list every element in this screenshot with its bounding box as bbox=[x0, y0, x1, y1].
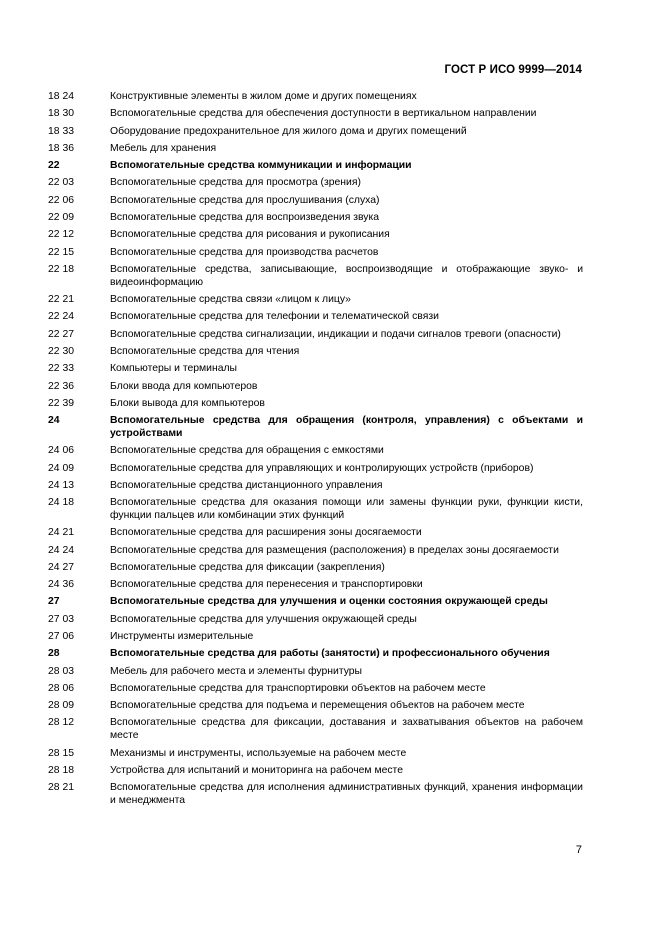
item-text: Вспомогательные средства для просмотра (зрения) bbox=[110, 177, 361, 189]
list-item bbox=[48, 717, 583, 747]
item-text: Вспомогательные средства для подъема и перемещения объектов на рабочем месте bbox=[110, 700, 525, 712]
item-text: Механизмы и инструменты, используемые на рабочем месте bbox=[110, 747, 407, 759]
item-text: Вспомогательные средства для прослушивания (слуха) bbox=[110, 194, 380, 206]
item-code: 24 24 bbox=[48, 544, 75, 556]
classification-list bbox=[48, 91, 583, 812]
item-text: Вспомогательные средства для производства расчетов bbox=[110, 246, 379, 258]
item-text: Вспомогательные средства для расширения зоны досягаемости bbox=[110, 527, 422, 539]
item-code: 28 15 bbox=[48, 747, 75, 759]
item-code: 18 33 bbox=[48, 125, 75, 137]
item-text: Оборудование предохранительное для жилого дома и других помещений bbox=[110, 125, 467, 137]
item-code: 28 21 bbox=[48, 782, 75, 794]
item-code: 28 03 bbox=[48, 665, 75, 677]
list-item bbox=[48, 195, 583, 212]
class-heading bbox=[48, 648, 583, 665]
item-code: 22 21 bbox=[48, 294, 75, 306]
item-text: Вспомогательные средства для перенесения и транспортировки bbox=[110, 579, 423, 591]
class-heading bbox=[48, 415, 583, 445]
item-code: 22 33 bbox=[48, 363, 75, 375]
item-text: Вспомогательные средства для фиксации, доставания и захватывания объектов на рабочем месте bbox=[110, 717, 583, 742]
list-item bbox=[48, 398, 583, 415]
item-text: Вспомогательные средства для управляющих и контролирующих устройств (приборов) bbox=[110, 462, 534, 474]
item-code: 22 18 bbox=[48, 263, 75, 275]
list-item bbox=[48, 480, 583, 497]
item-text: Вспомогательные средства для рисования и рукописания bbox=[110, 229, 390, 241]
item-text: Вспомогательные средства для исполнения административных функций, хранения информации и менеджмента bbox=[110, 782, 583, 806]
item-text: Вспомогательные средства для транспортировки объектов на рабочем месте bbox=[110, 682, 486, 694]
class-title: Вспомогательные средства для работы (занятости) и профессионального обучения bbox=[110, 648, 550, 660]
class-heading bbox=[48, 596, 583, 613]
list-item bbox=[48, 445, 583, 462]
item-text: Блоки вывода для компьютеров bbox=[110, 397, 265, 409]
list-item bbox=[48, 329, 583, 346]
item-code: 22 15 bbox=[48, 246, 75, 258]
item-code: 22 30 bbox=[48, 345, 75, 357]
item-code: 24 27 bbox=[48, 561, 75, 573]
item-text: Вспомогательные средства для воспроизведения звука bbox=[110, 212, 380, 224]
list-item bbox=[48, 782, 583, 812]
list-item bbox=[48, 177, 583, 194]
item-text: Конструктивные элементы в жилом доме и других помещениях bbox=[110, 91, 417, 102]
item-text: Вспомогательные средства дистанционного управления bbox=[110, 479, 383, 491]
item-code: 22 24 bbox=[48, 311, 75, 323]
list-item bbox=[48, 346, 583, 363]
item-code: 18 24 bbox=[48, 91, 75, 102]
item-text: Мебель для хранения bbox=[110, 142, 217, 154]
item-code: 28 09 bbox=[48, 700, 75, 712]
class-heading bbox=[48, 160, 583, 177]
item-text: Мебель для рабочего места и элементы фурнитуры bbox=[110, 665, 363, 677]
list-item bbox=[48, 381, 583, 398]
item-code: 24 36 bbox=[48, 579, 75, 591]
list-item bbox=[48, 143, 583, 160]
item-text: Вспомогательные средства, записывающие, воспроизводящие и отображающие звуко- и видеоинформацию bbox=[110, 263, 583, 288]
item-text: Вспомогательные средства для обеспечения доступности в вертикальном направлении bbox=[110, 108, 537, 120]
item-code: 24 09 bbox=[48, 462, 75, 474]
item-code: 22 06 bbox=[48, 194, 75, 206]
list-item bbox=[48, 497, 583, 527]
list-item bbox=[48, 614, 583, 631]
item-code: 24 06 bbox=[48, 445, 75, 457]
item-text: Вспомогательные средства для улучшения окружающей среды bbox=[110, 613, 417, 625]
item-code: 22 12 bbox=[48, 229, 75, 241]
item-text: Вспомогательные средства для чтения bbox=[110, 345, 300, 357]
list-item bbox=[48, 527, 583, 544]
item-code: 28 12 bbox=[48, 717, 75, 729]
list-item bbox=[48, 264, 583, 294]
item-code: 22 39 bbox=[48, 397, 75, 409]
document-standard-header: ГОСТ Р ИСО 9999—2014 bbox=[444, 64, 582, 76]
list-item bbox=[48, 212, 583, 229]
item-text: Вспомогательные средства для размещения (расположения) в пределах зоны досягаемости bbox=[110, 544, 559, 556]
item-code: 28 18 bbox=[48, 764, 75, 776]
class-title: Вспомогательные средства для улучшения и оценки состояния окружающей среды bbox=[110, 596, 548, 608]
list-item bbox=[48, 311, 583, 328]
list-item bbox=[48, 294, 583, 311]
list-item bbox=[48, 666, 583, 683]
list-item bbox=[48, 683, 583, 700]
item-text: Инструменты измерительные bbox=[110, 631, 254, 642]
item-text: Вспомогательные средства связи «лицом к лицу» bbox=[110, 294, 351, 306]
item-text: Блоки ввода для компьютеров bbox=[110, 380, 258, 392]
item-text: Компьютеры и терминалы bbox=[110, 363, 238, 375]
class-code: 28 bbox=[48, 648, 60, 660]
list-item bbox=[48, 463, 583, 480]
page-number: 7 bbox=[575, 844, 582, 856]
item-code: 18 30 bbox=[48, 108, 75, 120]
list-item bbox=[48, 700, 583, 717]
list-item bbox=[48, 765, 583, 782]
item-code: 24 21 bbox=[48, 527, 75, 539]
item-code: 24 13 bbox=[48, 479, 75, 491]
item-text: Вспомогательные средства для фиксации (закрепления) bbox=[110, 561, 385, 573]
item-code: 22 03 bbox=[48, 177, 75, 189]
list-item bbox=[48, 545, 583, 562]
list-item bbox=[48, 748, 583, 765]
item-text: Вспомогательные средства для оказания помощи или замены функции руки, функции кисти, функции пальцев или комбинации этих функций bbox=[110, 497, 583, 521]
item-text: Вспомогательные средства для телефонии и телематической связи bbox=[110, 311, 439, 323]
item-code: 18 36 bbox=[48, 142, 75, 154]
class-title: Вспомогательные средства коммуникации и информации bbox=[110, 160, 412, 172]
list-item bbox=[48, 247, 583, 264]
list-item bbox=[48, 363, 583, 380]
item-text: Вспомогательные средства для обращения с емкостями bbox=[110, 445, 384, 457]
class-title: Вспомогательные средства для обращения (контроля, управления) с объектами и устройствами bbox=[110, 415, 583, 439]
list-item bbox=[48, 126, 583, 143]
item-text: Устройства для испытаний и мониторинга на рабочем месте bbox=[110, 764, 403, 776]
item-code: 22 36 bbox=[48, 380, 75, 392]
item-code: 22 09 bbox=[48, 212, 75, 224]
list-item bbox=[48, 579, 583, 596]
list-item bbox=[48, 562, 583, 579]
class-code: 24 bbox=[48, 415, 60, 427]
class-code: 22 bbox=[48, 160, 60, 172]
list-item bbox=[48, 91, 583, 108]
item-text: Вспомогательные средства сигнализации, индикации и подачи сигналов тревоги (опасности) bbox=[110, 328, 561, 340]
list-item bbox=[48, 229, 583, 246]
class-code: 27 bbox=[48, 596, 60, 608]
item-code: 28 06 bbox=[48, 682, 75, 694]
item-code: 27 03 bbox=[48, 613, 75, 625]
item-code: 24 18 bbox=[48, 497, 75, 509]
item-code: 22 27 bbox=[48, 328, 75, 340]
list-item bbox=[48, 631, 583, 648]
item-code: 27 06 bbox=[48, 631, 75, 642]
list-item bbox=[48, 108, 583, 125]
